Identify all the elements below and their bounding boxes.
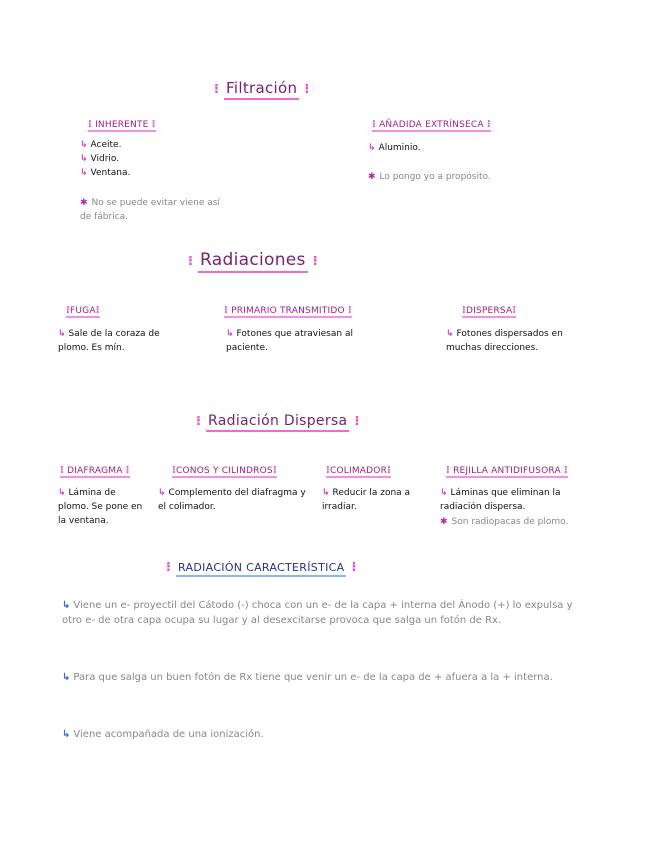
arrow-icon: ↳ [226, 329, 234, 339]
deco-icon: ⁝ [166, 560, 171, 575]
fuga-title: FUGA [70, 306, 96, 316]
arrow-icon: ↳ [58, 329, 66, 339]
caracteristica-paragraph: ↳ Viene un e- proyectil del Cátodo (-) choca con un e- de la capa + interna del Ánodo (+) lo expulsa y otro e- de otra capa ocupa su lugar y al desexcitarse provoca que salga un fotón de Rx. [62, 600, 573, 626]
arrow-icon: ↳ [440, 488, 448, 498]
section-radiaciones-heading [188, 250, 318, 270]
conos-text: ↳ Complemento del diafragma y el colimador. [158, 488, 306, 512]
arrow-icon: ↳ [62, 729, 71, 740]
arrow-icon: ↳ [368, 143, 376, 153]
arrow-icon: ↳ [158, 488, 166, 498]
inherente-title: INHERENTE [95, 120, 149, 130]
arrow-icon: ↳ [58, 488, 66, 498]
rejilla-heading: ⁝ REJILLA ANTIDIFUSORA ⁝ [446, 465, 568, 476]
deco-icon: ⁝ [312, 254, 318, 269]
colimador-title: COLIMADOR [330, 466, 388, 476]
list-item: ↳ Aluminio. [368, 143, 421, 153]
deco-icon: ⁝ [351, 560, 357, 575]
deco-icon: ⁝ [188, 254, 193, 269]
caracteristica-paragraph: ↳ Viene acompañada de una ionización. [62, 729, 264, 740]
radiacion-dispersa-title: Radiación Dispersa [206, 413, 349, 432]
diafragma-title: DIAFRAGMA [67, 466, 123, 476]
radiaciones-title: Radiaciones [198, 250, 308, 273]
star-icon: ✱ [368, 172, 376, 182]
colimador-text: ↳ Reducir la zona a irradiar. [322, 488, 411, 512]
deco-icon: ⁝ [304, 82, 310, 97]
primario-title: PRIMARIO TRANSMITIDO [231, 306, 345, 316]
dispersa-text: ↳ Fotones dispersados en muchas direcciones. [446, 329, 563, 353]
arrow-icon: ↳ [446, 329, 454, 339]
fuga-text: ↳ Sale de la coraza de plomo. Es mín. [58, 329, 160, 353]
star-icon: ✱ [440, 517, 448, 527]
deco-icon: ⁝ [214, 82, 219, 97]
list-item: ↳ Aceite. [80, 140, 122, 150]
anadida-note: ✱ Lo pongo yo a propósito. [368, 172, 491, 182]
arrow-icon: ↳ [80, 140, 88, 150]
filtracion-title: Filtración [224, 79, 299, 100]
caracteristica-title: RADIACIÓN CARACTERÍSTICA [176, 561, 346, 577]
arrow-icon: ↳ [322, 488, 330, 498]
deco-icon: ⁝ [354, 414, 360, 429]
section-filtracion-heading [214, 78, 309, 97]
list-item: ↳ Ventana. [80, 168, 131, 178]
section-caracteristica-heading [166, 556, 357, 575]
arrow-icon: ↳ [62, 672, 71, 683]
dispersa-title: DISPERSA [466, 306, 513, 316]
arrow-icon: ↳ [80, 168, 88, 178]
rejilla-title: REJILLA ANTIDIFUSORA [453, 466, 561, 476]
anadida-title: AÑADIDA EXTRÍNSECA [379, 120, 484, 130]
star-icon: ✱ [80, 198, 88, 208]
anadida-heading: ⁝ AÑADIDA EXTRÍNSECA ⁝ [372, 119, 491, 130]
diafragma-text: ↳ Lámina de plomo. Se pone en la ventana. [58, 488, 143, 526]
arrow-icon: ↳ [62, 600, 71, 611]
anadida-list [368, 141, 421, 155]
fuga-heading: ⁝FUGA⁝ [66, 305, 100, 316]
colimador-heading: ⁝COLIMADOR⁝ [326, 465, 392, 476]
caracteristica-paragraph: ↳ Para que salga un buen fotón de Rx tiene que venir un e- de la capa de + afuera a la + interna. [62, 672, 553, 683]
diafragma-heading: ⁝ DIAFRAGMA ⁝ [60, 465, 130, 476]
conos-title: CONOS Y CILINDROS [176, 466, 273, 476]
arrow-icon: ↳ [80, 154, 88, 164]
primario-heading: ⁝ PRIMARIO TRANSMITIDO ⁝ [224, 305, 352, 316]
conos-heading: ⁝CONOS Y CILINDROS⁝ [172, 465, 277, 476]
inherente-note: ✱ No se puede evitar viene así de fábrica. [80, 198, 220, 222]
dispersa-heading: ⁝DISPERSA⁝ [462, 305, 517, 316]
section-radiacion-dispersa-heading [196, 410, 359, 429]
inherente-list [80, 138, 130, 180]
deco-icon: ⁝ [196, 414, 201, 429]
list-item: ↳ Vidrio. [80, 154, 120, 164]
primario-text: ↳ Fotones que atraviesan al paciente. [226, 329, 353, 353]
rejilla-text: ↳ Láminas que eliminan la radiación dispersa. [440, 488, 561, 512]
inherente-heading: ⁝ INHERENTE ⁝ [88, 119, 156, 130]
rejilla-note: ✱ Son radiopacas de plomo. [440, 517, 569, 527]
